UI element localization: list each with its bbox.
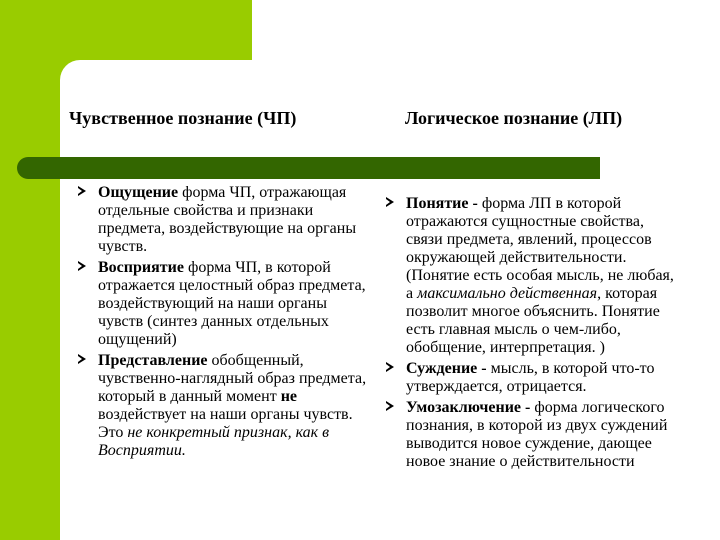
term-inference: Умозаключение - — [406, 399, 531, 416]
definition-concept-part1: форма ЛП в которой отражаются сущностные свойства, связи предмета, явлений, процессов окружающей действительности. (Понятие есть особая мысль, не любая, а — [406, 195, 674, 302]
bullet-arrow-icon — [78, 186, 86, 196]
list-item-inference — [386, 399, 678, 471]
heading-sensory-cognition: Чувственное познание (ЧП) — [69, 108, 297, 128]
list-item-judgment — [386, 360, 678, 396]
term-sensation: Ощущение — [98, 184, 179, 201]
term-judgment: Суждение - — [406, 360, 487, 377]
green-left-band — [0, 0, 60, 540]
definition-concept-italic: максимально действенная — [417, 285, 598, 302]
logical-forms-list — [386, 195, 678, 474]
definition-inference: форма логического познания, в которой из двух суждений выводится новое суждение, дающее новое знание о действительности — [406, 399, 668, 470]
header-divider-bar — [17, 157, 600, 179]
term-representation: Представление — [98, 352, 208, 369]
term-perception: Восприятие — [98, 259, 184, 276]
term-concept: Понятие - — [406, 195, 478, 212]
list-item-concept — [386, 195, 678, 357]
bullet-arrow-icon — [386, 362, 394, 372]
definition-concept-part2: , которая позволит многое объяснить. Понятие есть главная мысль о чем-либо, обобщение, интерпретация. ) — [406, 285, 660, 356]
definition-sensation: форма ЧП, отражающая отдельные свойства и признаки предмета, воздействующие на органы чувств. — [98, 184, 357, 255]
definition-representation-part1: обобщенный, чувственно-наглядный образ предмета, который в данный момент — [98, 352, 367, 405]
bullet-arrow-icon — [386, 197, 394, 207]
bullet-arrow-icon — [386, 401, 394, 411]
definition-judgment: мысль, в которой что-то утверждается, отрицается. — [406, 360, 655, 395]
list-item-sensation — [78, 184, 368, 256]
heading-logical-cognition: Логическое познание (ЛП) — [405, 108, 623, 128]
list-item-representation — [78, 352, 368, 460]
sensory-forms-list — [78, 184, 368, 463]
definition-representation-bold: не — [280, 388, 298, 405]
bullet-arrow-icon — [78, 261, 86, 271]
list-item-perception — [78, 259, 368, 349]
definition-perception: форма ЧП, в которой отражается целостный образ предмета, воздействующий на наши органы чувств (синтез данных отдельных ощущений) — [98, 259, 366, 348]
definition-representation-italic: не конкретный признак, как в Восприятии. — [98, 424, 330, 459]
bullet-arrow-icon — [78, 354, 86, 364]
definition-representation-part2: воздействует на наши органы чувств. Это — [98, 406, 353, 441]
